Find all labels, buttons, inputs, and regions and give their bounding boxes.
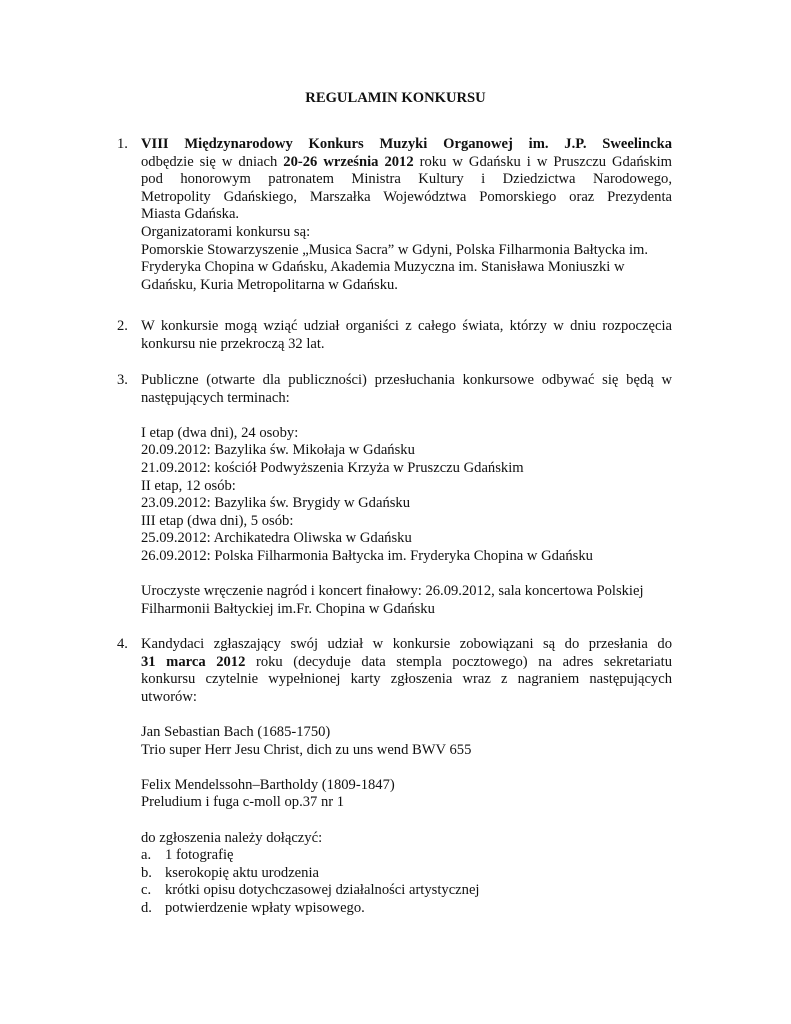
- item-line: Pomorskie Stowarzyszenie „Musica Sacra” w Gdyni, Polska Filharmonia Bałtycka im.: [141, 241, 649, 258]
- item-line: Publiczne (otwarte dla publiczności) przesłuchania konkursowe odbywać się będą w: [141, 372, 672, 388]
- item-line: konkursu nie przekroczą 32 lat.: [141, 335, 325, 352]
- schedule-line: 23.09.2012: Bazylika św. Brygidy w Gdańsku: [141, 495, 411, 512]
- item-number: 3.: [117, 372, 128, 388]
- attachment-item: [141, 847, 672, 865]
- contest-dates: 20-26 września 2012: [283, 153, 414, 170]
- attachment-letter: b.: [141, 864, 152, 881]
- schedule-line: 26.09.2012: Polska Filharmonia Bałtycka im. Fryderyka Chopina w Gdańsku: [141, 547, 593, 564]
- attachment-letter: c.: [141, 882, 152, 899]
- schedule-line: 20.09.2012: Bazylika św. Mikołaja w Gdańsku: [141, 442, 415, 459]
- item-line: W konkursie mogą wziąć udział organiści z całego świata, którzy w dniu rozpoczęcia: [141, 318, 672, 334]
- schedule-line: III etap (dwa dni), 5 osób:: [141, 512, 294, 529]
- item-line: [141, 136, 672, 154]
- item-number: 2.: [117, 318, 128, 334]
- item-line: Organizatorami konkursu są:: [141, 223, 311, 240]
- attachment-text: potwierdzenie wpłaty wpisowego.: [165, 899, 365, 916]
- document-title: REGULAMIN KONKURSU: [305, 90, 486, 106]
- rule-item-4: [117, 636, 672, 918]
- schedule-line: I etap (dwa dni), 24 osoby:: [141, 424, 299, 441]
- attachment-item: [141, 882, 672, 900]
- attachment-item: [141, 900, 672, 918]
- schedule-line: II etap, 12 osób:: [141, 477, 236, 494]
- rule-item-2: [117, 318, 672, 353]
- item-line: Metropolity Gdańskiego, Marszałka Województwa Pomorskiego oraz Prezydenta: [141, 188, 672, 205]
- item-line: następujących terminach:: [141, 389, 290, 406]
- contest-name: VIII Międzynarodowy Konkurs Muzyki Organowej im. J.P. Sweelincka: [141, 136, 672, 152]
- work-composer: Felix Mendelssohn–Bartholdy (1809-1847): [141, 776, 395, 793]
- schedule-line: 25.09.2012: Archikatedra Oliwska w Gdańsku: [141, 530, 412, 547]
- item-number: 4.: [117, 636, 128, 652]
- item-number: 1.: [117, 136, 128, 152]
- work-composer: Jan Sebastian Bach (1685-1750): [141, 723, 331, 740]
- attachments-list: [141, 847, 672, 917]
- item-line: pod honorowym patronatem Ministra Kultury i Dziedzictwa Narodowego,: [141, 171, 672, 188]
- text-run: roku w Gdańsku i w Pruszczu Gdańskim: [413, 153, 673, 170]
- attachment-text: kserokopię aktu urodzenia: [165, 864, 319, 881]
- rule-item-3: [117, 372, 672, 618]
- attachment-letter: a.: [141, 847, 152, 864]
- item-line: Kandydaci zgłaszający swój udział w konkursie zobowiązani są do przesłania do: [141, 636, 672, 652]
- schedule-list: [141, 425, 672, 566]
- deadline-date: 31 marca 2012: [141, 653, 246, 670]
- attachment-letter: d.: [141, 899, 152, 916]
- final-ceremony-line: Uroczyste wręczenie nagród i koncert finałowy: 26.09.2012, sala koncertowa Polskiej: [141, 583, 644, 600]
- item-line: konkursu czytelnie wypełnionej karty zgłoszenia wraz z nagraniem następujących: [141, 671, 672, 688]
- attachment-item: [141, 865, 672, 883]
- attachments-intro: do zgłoszenia należy dołączyć:: [141, 829, 323, 846]
- item-line: utworów:: [141, 688, 197, 705]
- attachment-text: 1 fotografię: [165, 847, 234, 864]
- item-line: [141, 154, 672, 172]
- rule-item-1: [117, 136, 672, 294]
- item-line: Gdańsku, Kuria Metropolitarna w Gdańsku.: [141, 276, 398, 293]
- final-ceremony-line: Filharmonii Bałtyckiej im.Fr. Chopina w Gdańsku: [141, 600, 435, 617]
- item-line: Miasta Gdańska.: [141, 206, 240, 223]
- text-run: odbędzie się w dniach: [141, 153, 284, 170]
- item-line: Fryderyka Chopina w Gdańsku, Akademia Muzyczna im. Stanisława Moniuszki w: [141, 259, 625, 276]
- work-title: Trio super Herr Jesu Christ, dich zu uns wend BWV 655: [141, 741, 472, 758]
- schedule-line: 21.09.2012: kościół Podwyższenia Krzyża w Pruszczu Gdańskim: [141, 459, 524, 476]
- work-title: Preludium i fuga c-moll op.37 nr 1: [141, 794, 345, 811]
- item-line: [141, 654, 672, 672]
- text-run: roku (decyduje data stempla pocztowego) na adres sekretariatu: [245, 653, 672, 670]
- attachment-text: krótki opisu dotychczasowej działalności artystycznej: [165, 882, 480, 899]
